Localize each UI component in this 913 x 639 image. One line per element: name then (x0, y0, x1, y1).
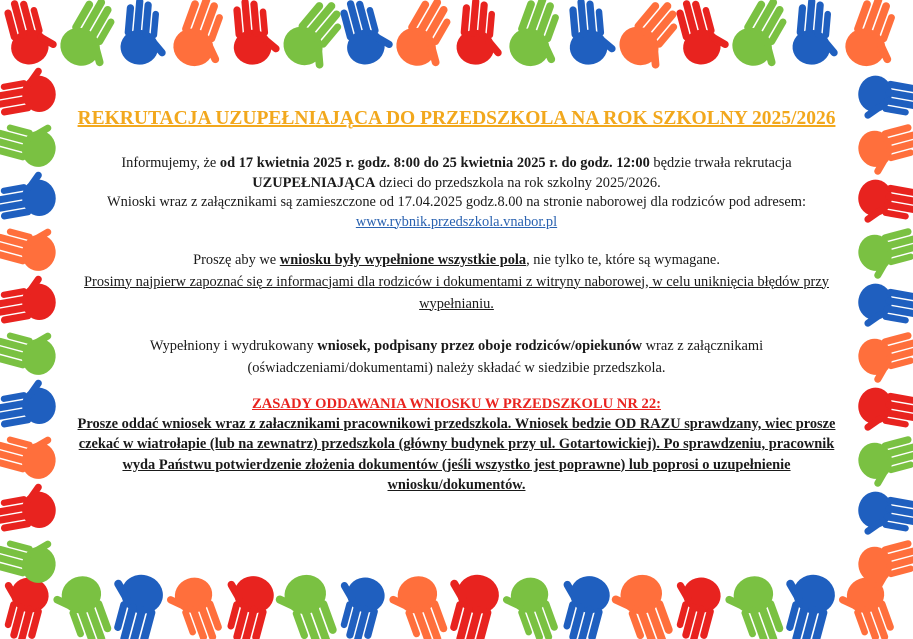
recruitment-type: UZUPEŁNIAJĄCA (252, 174, 376, 191)
hand-print (212, 569, 278, 639)
hand-print (161, 572, 228, 639)
hand-print (53, 0, 132, 78)
hand-print (389, 0, 468, 78)
hand-print (833, 572, 900, 639)
read-info-paragraph: Prosimy najpierw zapoznać się z informacjami dla rodziców i dokumentami z witryny naborowej, w celu uniknięcia błędów przy wypełnianiu. (84, 273, 829, 312)
hand-print (605, 569, 679, 639)
hand-print (335, 0, 398, 69)
hand-print (230, 0, 283, 66)
hand-print (854, 385, 913, 441)
info-text: Informujemy, że (121, 155, 220, 171)
hand-print (854, 73, 913, 129)
hand-print (548, 569, 614, 639)
signature-requirement: wniosek, podpisany przez oboje rodziców/opiekunów (317, 337, 643, 354)
recruitment-dates: od 17 kwietnia 2025 r. godz. 8:00 do 25 kwietnia 2025 r. do godz. 12:00 (219, 155, 650, 171)
page-title: REKRUTACJA UZUPEŁNIAJĄCA DO PRZEDSZKOLA NA ROK SZKOLNY 2025/2026 (77, 108, 836, 129)
hand-print (854, 223, 913, 284)
hand-print (0, 214, 62, 275)
hand-print (854, 327, 913, 388)
hand-print (269, 569, 343, 639)
hand-print (0, 272, 59, 328)
hand-print (0, 318, 62, 379)
fill-all-fields-paragraph (70, 251, 843, 271)
fill-all-fields-emphasis: wniosku były wypełnione wszystkie pola (279, 252, 527, 268)
info-text-3: dzieci do przedszkola na rok szkolny 2025/2026. (375, 174, 661, 191)
hand-print (840, 0, 912, 75)
hand-print (671, 0, 734, 69)
rules-text: Prosze oddać wniosek wraz z załacznikami pracownikowi przedszkola. Wniosek bedzie OD RAZU sprawdzany, wiec prosze czekać w wiatrołapie (lub na zewnatrz) przedszkola (główny budynek przy ul. Gotartowickiej). Po sprawdzeniu, pracownik wyda Państwu potwierdzenie złożenia dokumentów (jeśli wszystko jest poprawne) lub poprosi o uzupełnienie wniosku/dokumentów. (77, 415, 836, 493)
hand-print (725, 0, 804, 78)
fill-text-2: , nie tylko te, które są wymagane. (526, 252, 720, 268)
fill-text: Proszę aby we (193, 252, 280, 268)
hand-print (566, 0, 619, 66)
hand-print (0, 422, 62, 483)
hand-print (0, 0, 62, 69)
application-paragraph (70, 193, 843, 232)
hand-print (0, 376, 59, 432)
submission-paragraph (70, 335, 843, 379)
rules-heading: ZASADY ODDAWANIA WNIOSKU W PRZEDSZKOLU NR 22: (252, 395, 661, 412)
info-paragraph (70, 154, 843, 193)
hand-print (47, 571, 118, 639)
hand-print (119, 0, 172, 67)
hand-print (383, 571, 454, 639)
hand-print (854, 119, 913, 180)
hand-print (0, 168, 59, 224)
hand-print (854, 489, 913, 545)
hand-print (719, 571, 790, 639)
hand-print (791, 0, 844, 67)
hand-print (0, 64, 59, 120)
hand-print (504, 0, 576, 75)
hand-print (854, 281, 913, 337)
application-text: Wnioski wraz z załącznikami są zamieszczone od 17.04.2025 godz.8.00 na stronie naborowej dla rodziców pod adresem: (107, 194, 806, 210)
hand-print (455, 0, 508, 67)
submission-text: Wypełniony i wydrukowany (149, 337, 318, 354)
submission-text-2: wraz z załącznikami (oświadczeniami/dokumentami) należy składać w siedzibie przedszkola. (247, 337, 764, 376)
hand-print (168, 0, 240, 75)
hand-print (0, 480, 59, 536)
hand-print (854, 431, 913, 492)
info-text-2: będzie trwała rekrutacja (649, 155, 792, 171)
hand-print (0, 110, 62, 171)
announcement-content (70, 100, 843, 496)
hand-print (497, 572, 564, 639)
hand-print (0, 526, 62, 587)
recruitment-website-link[interactable]: www.rybnik.przedszkola.vnabor.pl (355, 213, 558, 230)
hand-print (854, 177, 913, 233)
